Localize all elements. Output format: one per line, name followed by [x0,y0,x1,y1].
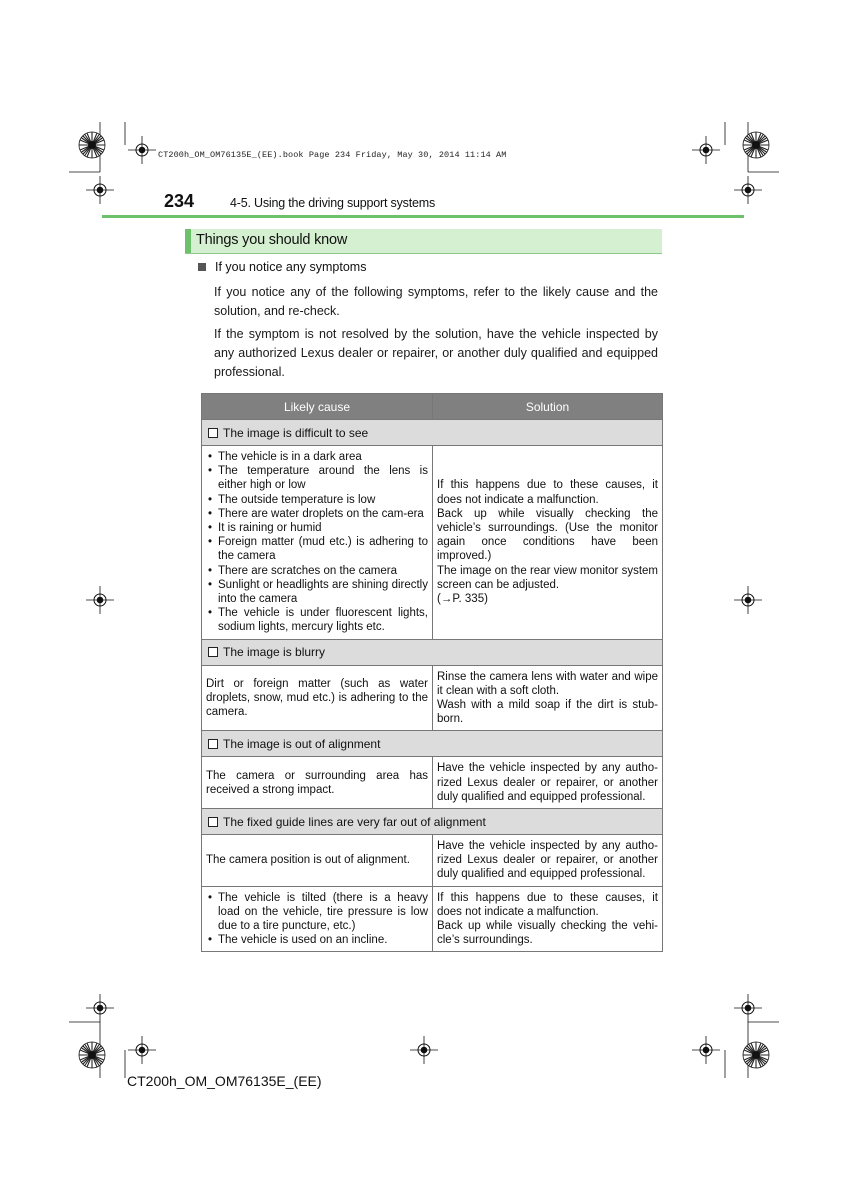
checkbox-icon [208,428,218,438]
intro-paragraph: If the symptom is not resolved by the solution, have the vehicle inspected by any authorized Lexus dealer or repairer, or another duly qualified and equipped professional. [214,327,658,379]
group-row [202,809,663,835]
cause-cell: The camera or surrounding area has received a strong impact. [202,757,433,809]
chapter-heading: 4-5. Using the driving support systems [230,196,435,210]
group-title: The image is difficult to see [223,425,369,440]
solution-cell [433,835,663,887]
solution-line: If this happens due to these causes, it does not indicate a malfunction. [437,891,658,918]
solution-line: Have the vehicle inspected by any autho-rized Lexus dealer or repairer, or another duly qualified and equipped professional. [437,840,658,881]
cause-item: • It is raining or humid [206,521,428,535]
group-title: The image is blurry [223,645,326,660]
solution-line: If this happens due to these causes, it does not indicate a malfunction. [437,479,658,506]
cause-item: • The vehicle is in a dark area [206,450,428,464]
table-row [202,665,663,731]
cause-cell [202,446,433,640]
subsection-bullet-icon [198,263,206,271]
header-rule [102,215,744,218]
solution-line: The image on the rear view monitor system screen can be adjusted. [437,564,658,591]
group-row [202,731,663,757]
group-title: The fixed guide lines are very far out of alignment [223,814,486,829]
cause-cell [202,886,433,952]
cause-item: • The vehicle is used on an incline. [206,933,428,947]
page-number: 234 [164,191,195,211]
table-row [202,835,663,887]
solution-line: Back up while visually checking the vehicle’s surroundings. (Use the monitor again once conditions have been improved.) [437,507,658,563]
cause-item: • There are water droplets on the cam-era [206,507,428,521]
solution-cell [433,665,663,731]
table-row [202,757,663,809]
symptom-table [201,393,663,952]
solution-cell [433,886,663,952]
solution-line: Wash with a mild soap if the dirt is stub-born. [437,699,658,726]
cause-item: • The vehicle is tilted (there is a heavy load on the vehicle, tire pressure is low due to a tire puncture, etc.) [206,891,428,934]
group-row [202,420,663,446]
table-row [202,446,663,640]
cause-item: • The outside temperature is low [206,493,428,507]
cause-cell: The camera position is out of alignment. [202,835,433,887]
section-underline [185,253,662,254]
group-row [202,639,663,665]
document-code-footer: CT200h_OM_OM76135E_(EE) [127,1073,322,1089]
cause-item: • Foreign matter (mud etc.) is adhering to the camera [206,535,428,563]
group-title: The image is out of alignment [223,736,381,751]
solution-line: Rinse the camera lens with water and wipe it clean with a soft cloth. [437,670,658,697]
table-header-row [202,394,663,420]
intro-paragraph: If you notice any of the following symptoms, refer to the likely cause and the solution, and re-check. [214,285,658,318]
column-header-cause: Likely cause [202,394,433,420]
solution-line: Back up while visually checking the vehi-cle’s surroundings. [437,920,658,947]
cause-item: • There are scratches on the camera [206,564,428,578]
checkbox-icon [208,817,218,827]
solution-line: Have the vehicle inspected by any autho-rized Lexus dealer or repairer, or another duly qualified and equipped professional. [437,762,658,803]
solution-cell [433,446,663,640]
print-info-line: CT200h_OM_OM76135E_(EE).book Page 234 Friday, May 30, 2014 11:14 AM [158,150,507,160]
checkbox-icon [208,647,218,657]
table-row [202,886,663,952]
column-header-solution: Solution [433,394,663,420]
solution-cell [433,757,663,809]
checkbox-icon [208,739,218,749]
subsection-title: If you notice any symptoms [215,260,367,274]
cause-item: • The vehicle is under fluorescent lights, sodium lights, mercury lights etc. [206,606,428,634]
section-title: Things you should know [196,232,348,248]
cause-item: • The temperature around the lens is either high or low [206,464,428,492]
cause-item: • Sunlight or headlights are shining directly into the camera [206,578,428,606]
page-reference-link[interactable]: (→P. 335) [437,593,488,606]
cause-cell: Dirt or foreign matter (such as water droplets, snow, mud etc.) is adhering to the camera. [202,665,433,731]
